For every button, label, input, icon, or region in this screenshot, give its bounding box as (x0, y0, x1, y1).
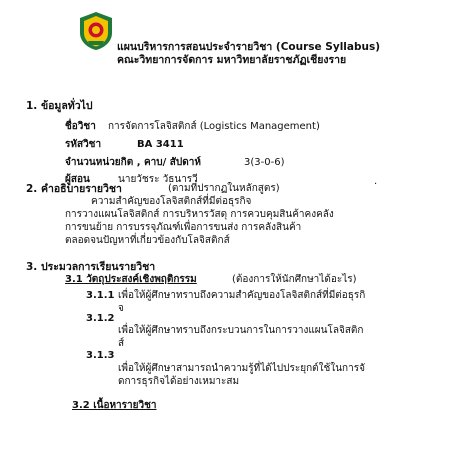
description-line: การวางแผนโลจิสติกส์ การบริหารวัสดุ การควบคุมสินค้าคงคลัง (65, 209, 334, 220)
syllabus-title: แผนบริหารการสอนประจำรายวิชา (Course Syllabus) (117, 41, 381, 53)
university-seal-logo (77, 11, 115, 51)
objective-text: เพื่อให้ผู้ศึกษาทราบถึงความสำคัญของโลจิสติกส์ที่มีต่อธุรกิ (118, 290, 366, 301)
section1-heading: 1. ข้อมูลทั่วไป (26, 100, 93, 112)
credits-value: 3(3-0-6) (244, 157, 285, 168)
course-name-value: การจัดการโลจิสติกส์ (Logistics Management) (108, 121, 320, 132)
section2-heading: 2. คำอธิบายรายวิชา (26, 183, 122, 195)
description-line: ความสำคัญของโลจิสติกส์ที่มีต่อธุรกิจ (91, 196, 252, 207)
objective-text: เพื่อให้ผู้ศึกษาทราบถึงกระบวนการในการวางแผนโลจิสติก (118, 325, 364, 336)
objective-number: 3.1.1 (86, 290, 115, 301)
objectives-subheading: 3.1 วัตถุประสงค์เชิงพฤติกรรม (65, 274, 197, 285)
objective-text-cont: ดการธุรกิจได้อย่างเหมาะสม (118, 376, 240, 387)
credits-label: จำนวนหน่วยกิต , คาบ/ สัปดาห์ (65, 157, 201, 168)
instructor-label: ผู้สอน (65, 174, 90, 185)
objective-text-cont: ส์ (118, 338, 125, 349)
course-name-label: ชื่อวิชา (65, 121, 96, 132)
objective-text: เพื่อให้ผู้ศึกษาสามารถนำความรู้ที่ได้ไปประยุกต์ใช้ในการจั (118, 363, 365, 374)
description-line: ตลอดจนปัญหาที่เกี่ยวข้องกับโลจิสติกส์ (65, 235, 230, 246)
faculty-title: คณะวิทยาการจัดการ มหาวิทยาลัยราชภัฏเชียงราย (117, 54, 347, 66)
description-line: การขนย้าย การบรรจุภัณฑ์เพื่อการขนส่ง การคลังสินค้า (65, 222, 302, 233)
section3-heading: 3. ประมวลการเรียนรายวิชา (26, 261, 156, 273)
instructor-trailing-mark: . (374, 176, 378, 187)
course-code-value: BA 3411 (137, 139, 184, 150)
objective-number: 3.1.3 (86, 350, 115, 361)
section2-heading-note: (ตามที่ปรากฏในหลักสูตร) (168, 183, 280, 194)
instructor-value: นายวัชระ วัธนารวี (118, 174, 198, 185)
content-subheading: 3.2 เนื้อหารายวิชา (72, 400, 157, 411)
objective-number: 3.1.2 (86, 313, 115, 324)
course-code-label: รหัสวิชา (65, 139, 102, 150)
objective-text-cont: จ (118, 303, 124, 314)
objectives-note: (ต้องการให้นักศึกษาได้อะไร) (232, 274, 357, 285)
